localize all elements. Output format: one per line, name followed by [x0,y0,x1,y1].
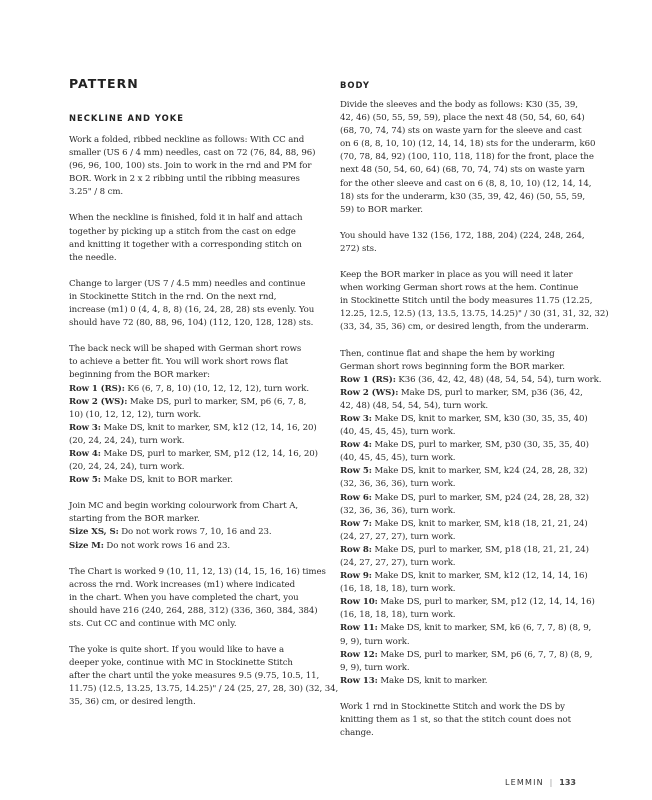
line-text: Do not work rows 16 and 23. [103,540,230,551]
left-column [69,76,339,723]
paragraph [340,701,592,740]
row-label: Row 11: [340,623,378,634]
line-text: in Stockinette Stitch in the rnd. On the next rnd, [69,291,277,302]
text-line [340,452,592,465]
line-text: Make DS, knit to marker, SM, k6 (6, 7, 7, 8) (8, 9, [377,623,592,634]
row-label: Row 10: [340,597,378,608]
text-line [340,99,592,112]
line-text: Keep the BOR marker in place as you will need it later [340,270,573,281]
section-heading-body: BODY [340,80,370,90]
line-text: The Chart is worked 9 (10, 11, 12, 13) (14, 15, 16, 16) times [69,566,326,577]
text-line [69,540,321,553]
text-line [340,151,592,164]
page-heading: PATTERN [69,76,139,91]
line-text: (32, 36, 36, 36), turn work. [340,479,456,490]
line-text: on 6 (8, 8, 10, 10) (12, 14, 14, 18) sts for the underarm, k60 [340,139,596,150]
text-line [69,657,321,670]
text-line [69,461,321,474]
row-label: Row 7: [340,518,372,529]
line-text: should have 216 (240, 264, 288, 312) (336, 360, 384, 384) [69,605,318,616]
line-text: German short rows beginning form the BOR marker. [340,361,565,372]
text-line [69,605,321,618]
line-text: The yoke is quite short. If you would like to have a [69,645,285,656]
line-text: across the rnd. Work increases (m1) where indicated [69,579,296,590]
line-text: You should have 132 (156, 172, 188, 204) (224, 248, 264, [340,230,585,241]
line-text: Make DS, purl to marker, SM, p6 (6, 7, 8, [127,396,307,407]
line-text: Make DS, purl to marker, SM, p30 (30, 35, 35, 40) [371,440,589,451]
text-line [340,125,592,138]
line-text: Divide the sleeves and the body as follows: K30 (35, 39, [340,100,578,110]
row-label: Row 4: [69,448,101,459]
line-text: after the chart until the yoke measures 9.5 (9.75, 10.5, 11, [69,671,320,682]
text-line [340,701,592,714]
text-line [69,696,321,709]
line-text: increase (m1) 0 (4, 4, 8, 8) (16, 24, 28, 28) sts evenly. You [69,305,315,316]
paragraph [69,644,339,709]
line-text: to achieve a better fit. You will work short rows flat [69,357,289,368]
line-text: Work 1 rnd in Stockinette Stitch and work the DS by [340,701,565,712]
paragraph [340,269,609,334]
text-line [69,317,321,330]
text-line [69,579,321,592]
text-line [340,269,592,282]
line-text: Make DS, purl to marker, SM, p12 (12, 14, 14, 16) [377,597,595,608]
paragraph [340,230,592,256]
row-label: Row 3: [340,413,372,424]
line-text: 42, 48) (48, 54, 54, 54), turn work. [340,400,489,411]
paragraph [69,500,321,552]
line-text: Make DS, purl to marker, SM, p36 (36, 42, [398,387,583,398]
text-line [69,644,321,657]
text-line [69,369,321,382]
text-line [340,164,592,177]
line-text: Make DS, purl to marker, SM, p6 (6, 7, 7, 8) (8, 9, [377,649,593,660]
text-line [69,343,321,356]
line-text: next 48 (50, 54, 60, 64) (68, 70, 74, 74) sts on waste yarn [340,165,585,176]
line-text: together by picking up a stitch from the cast on edge [69,226,296,237]
text-line [340,675,592,688]
text-line [69,304,321,317]
line-text: The back neck will be shaped with German short rows [69,344,302,355]
line-text: should have 72 (80, 88, 96, 104) (112, 120, 128, 128) sts. [69,318,314,329]
text-line [340,478,592,491]
text-line [340,596,595,609]
line-text: 12.25, 12.5, 12.5) (13, 13.5, 13.75, 14.25)" / 30 (31, 31, 32, 32) [340,309,609,320]
text-line [69,173,321,186]
row-label: Row 2 (WS): [69,396,128,407]
line-text: change. [340,728,374,739]
right-body-text [340,99,609,740]
line-text: Make DS, knit to marker, SM, k30 (30, 35, 35, 40) [371,413,588,424]
text-line [69,239,321,252]
line-text: K6 (6, 7, 8, 10) (10, 12, 12, 12), turn work. [124,383,309,394]
text-line [69,513,321,526]
text-line [340,243,592,256]
line-text: Make DS, knit to marker, SM, k12 (12, 14, 14, 16) [371,571,588,582]
text-line [69,422,321,435]
line-text: (32, 36, 36, 36), turn work. [340,505,456,516]
text-line [340,622,592,635]
line-text: Make DS, knit to marker, SM, k12 (12, 14, 16, 20) [100,422,317,433]
text-line [69,186,321,199]
text-line [69,448,321,461]
row-label: Row 2 (WS): [340,387,399,398]
paragraph [69,278,321,330]
paragraph [69,212,321,264]
footer-brand: LEMMIN [505,778,544,787]
text-line [340,282,592,295]
line-text: 42, 46) (50, 55, 59, 59), place the next 48 (50, 54, 60, 64) [340,113,585,124]
line-text: BOR. Work in 2 x 2 ribbing until the ribbing measures [69,174,300,185]
line-text: (33, 34, 35, 36) cm, or desired length, from the underarm. [340,322,589,333]
text-line [69,566,326,579]
text-line [69,291,321,304]
text-line [340,609,592,622]
text-line [340,178,592,191]
row-label: Row 3: [69,422,101,433]
line-text: Do not work rows 7, 10, 16 and 23. [118,527,272,538]
text-line [69,383,321,396]
text-line [340,413,592,426]
paragraph [69,566,326,631]
row-label: Size XS, S: [69,527,119,538]
text-line [69,212,321,225]
text-line [340,321,592,334]
text-line [69,474,321,487]
text-line [69,618,321,631]
line-text: K36 (36, 42, 42, 48) (48, 54, 54, 54), turn work. [395,374,602,385]
line-text: 272) sts. [340,243,377,254]
row-label: Row 5: [69,475,101,486]
text-line [69,134,321,147]
text-line [340,727,592,740]
text-line [69,500,321,513]
line-text: (16, 18, 18, 18), turn work. [340,610,456,621]
line-text: and knitting it together with a corresponding stitch on [69,239,302,250]
text-line [340,531,592,544]
line-text: (20, 24, 24, 24), turn work. [69,462,185,473]
row-label: Row 6: [340,492,372,503]
line-text: 11.75) (12.5, 13.25, 13.75, 14.25)" / 24 (25, 27, 28, 30) (32, 34, [69,684,339,695]
paragraph [69,134,321,199]
text-line [69,356,321,369]
text-line [340,492,592,505]
line-text: (20, 24, 24, 24), turn work. [69,435,185,446]
text-line [69,396,321,409]
row-label: Row 4: [340,440,372,451]
text-line [69,278,321,291]
line-text: Make DS, purl to marker, SM, p12 (12, 14, 16, 20) [100,448,318,459]
text-line [340,374,602,387]
text-line [340,714,592,727]
text-line [69,409,321,422]
page-number: 133 [559,778,576,787]
text-line [69,435,321,448]
row-label: Row 13: [340,675,378,686]
line-text: When the neckline is finished, fold it in half and attach [69,213,303,224]
text-line [340,544,592,557]
text-line [69,252,321,265]
line-text: Make DS, purl to marker, SM, p18 (18, 21, 21, 24) [371,544,589,555]
line-text: Make DS, knit to marker. [377,675,488,686]
text-line [340,662,592,675]
text-line [340,465,592,478]
line-text: Work a folded, ribbed neckline as follows: With CC and [69,135,305,145]
text-line [69,683,339,696]
line-text: sts. Cut CC and continue with MC only. [69,619,237,629]
line-text: (96, 96, 100, 100) sts. Join to work in the rnd and PM for [69,161,312,172]
left-body-text [69,134,339,710]
row-label: Row 9: [340,571,372,582]
line-text: knitting them as 1 st, so that the stitch count does not [340,715,571,726]
row-label: Row 8: [340,544,372,555]
text-line [340,230,592,243]
text-line [340,505,592,518]
line-text: 9, 9), turn work. [340,636,410,647]
text-line [340,557,592,570]
text-line [340,308,609,321]
row-label: Row 1 (RS): [69,383,125,394]
page-footer [505,778,576,787]
line-text: 10) (10, 12, 12, 12), turn work. [69,409,202,420]
text-line [340,439,592,452]
line-text: (68, 70, 74, 74) sts on waste yarn for the sleeve and cast [340,126,582,137]
line-text: (24, 27, 27, 27), turn work. [340,531,456,542]
text-line [69,147,321,160]
line-text: Make DS, knit to marker, SM, k18 (18, 21, 21, 24) [371,518,588,529]
line-text: in Stockinette Stitch until the body measures 11.75 (12.25, [340,296,593,307]
line-text: (24, 27, 27, 27), turn work. [340,558,456,568]
text-line [340,583,592,596]
line-text: (40, 45, 45, 45), turn work. [340,427,456,438]
line-text: (70, 78, 84, 92) (100, 110, 118, 118) for the front, place the [340,152,594,163]
text-line [340,295,592,308]
line-text: Make DS, knit to marker, SM, k24 (24, 28, 28, 32) [371,466,588,477]
row-label: Row 1 (RS): [340,374,396,385]
right-column [340,76,609,753]
line-text: for the other sleeve and cast on 6 (8, 8, 10, 10) (12, 14, 14, [340,178,592,189]
line-text: 18) sts for the underarm, k30 (35, 39, 42, 46) (50, 55, 59, [340,191,585,202]
line-text: 3.25" / 8 cm. [69,187,124,198]
text-line [340,636,592,649]
line-text: in the chart. When you have completed the chart, you [69,592,299,603]
line-text: 9, 9), turn work. [340,662,410,673]
line-text: 35, 36) cm, or desired length. [69,697,196,708]
paragraph [340,348,602,688]
line-text: deeper yoke, continue with MC in Stockinette Stitch [69,658,293,669]
text-line [340,138,596,151]
row-label: Size M: [69,540,104,551]
footer-separator: | [549,778,554,787]
line-text: Make DS, knit to BOR marker. [100,475,233,486]
paragraph [340,99,596,217]
line-text: Then, continue flat and shape the hem by working [340,348,555,359]
text-line [340,191,592,204]
line-text: the needle. [69,252,117,263]
line-text: Change to larger (US 7 / 4.5 mm) needles and continue [69,278,306,289]
text-line [69,160,321,173]
text-line [340,649,592,662]
line-text: Make DS, purl to marker, SM, p24 (24, 28, 28, 32) [371,492,589,503]
line-text: when working German short rows at the hem. Continue [340,283,579,294]
line-text: beginning from the BOR marker: [69,370,210,381]
text-line [340,387,592,400]
line-text: (16, 18, 18, 18), turn work. [340,584,456,595]
line-text: smaller (US 6 / 4 mm) needles, cast on 72 (76, 84, 88, 96) [69,148,316,159]
text-line [69,526,321,539]
paragraph [69,343,321,487]
section-heading-neckline: NECKLINE AND YOKE [69,113,184,123]
line-text: (40, 45, 45, 45), turn work. [340,453,456,464]
line-text: Join MC and begin working colourwork from Chart A, [69,501,299,512]
text-line [340,204,592,217]
text-line [69,670,321,683]
line-text: 59) to BOR marker. [340,204,423,215]
text-line [340,112,592,125]
line-text: starting from the BOR marker. [69,514,200,525]
text-line [69,592,321,605]
text-line [69,226,321,239]
text-line [340,570,592,583]
text-line [340,348,592,361]
text-line [340,518,592,531]
text-line [340,400,592,413]
row-label: Row 5: [340,466,372,477]
text-line [340,361,592,374]
row-label: Row 12: [340,649,378,660]
text-line [340,426,592,439]
